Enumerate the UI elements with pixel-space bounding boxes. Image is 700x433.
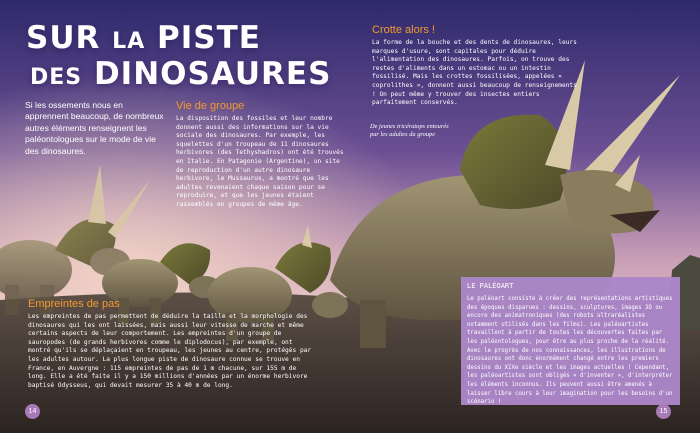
page-number-right: 15 <box>656 404 671 419</box>
image-caption: De jeunes tricératops entourés par les adultes du groupe <box>370 123 449 138</box>
section-text-vie-de-groupe: La disposition des fossiles et leur nombre donnent aussi des informations sur la vie sociale des dinosaures. Par exemple, les squelettes d'un troupeau de 11 dinosaures herbivores (des Tethyshadros) ont été trouvés en Italie. En Patagonie (Argentine), un site de reproduction d'un autre dinosaure herbivore, le Mussaurus, a montré que les adultes revenaient chaque saison pour se reproduire, et que les jeunes étaient rassemblés en groupes de même âge. <box>176 115 344 208</box>
paleoart-box-text: Le paléoart consiste à créer des représentations artistiques des époques disparues : dessins, sculptures, images 3D ou encore des animatroniques (des robots ultraréalistes notamment utilisés dans les films). Les paléoartistes travaillent à partir de toutes les découvertes faites par les paléontologues, pour être au plus proche de la réalité. Avec le progrès de nos connaissances, les illustrations de dinosaures ont donc énormément changé entre les premiers dessins du XIXe siècle et les images actuelles ! Cependant, les paléoartistes sont obligés « d'inventer », d'interpréter les éléments inconnus. Ils peuvent aussi être amenés à laisser libre cours à leur imagination pour les besoins d'un scénario ! <box>467 296 673 406</box>
intro-paragraph: Si les ossements nous en apprennent beaucoup, de nombreux autres éléments renseignent les paléontologues sur le mode de vie des dinosaures. <box>25 100 164 156</box>
section-heading-empreintes: Empreintes de pas <box>28 298 120 310</box>
page-title-line-1 <box>26 20 261 56</box>
title-word-la: LA <box>112 29 146 54</box>
title-word-dinosaures: DINOSAURES <box>93 56 332 92</box>
section-heading-vie-de-groupe: Vie de groupe <box>176 100 245 112</box>
title-word-sur: SUR <box>26 20 101 56</box>
section-heading-crotte-alors: Crotte alors ! <box>372 24 435 36</box>
page-number-left: 14 <box>25 404 40 419</box>
paleoart-box-title: LE PALÉOART <box>467 282 514 290</box>
page-title-line-2 <box>30 56 331 92</box>
section-text-crotte-alors: La forme de la bouche et des dents de dinosaures, leurs marques d'usure, sont capitales pour déduire l'alimentation des dinosaures. Parfois, on trouve des restes d'aliments dans un estomac ou un intestin fossilisé. Mais les crottes fossilisées, appelées « coprolithes », donnent aussi beaucoup de renseignements ! On peut même y trouver des insectes entiers parfaitement conservés. <box>372 39 577 107</box>
title-word-piste: PISTE <box>157 20 261 56</box>
title-word-des: DES <box>30 65 83 90</box>
section-text-empreintes: Les empreintes de pas permettent de déduire la taille et la morphologie des dinosaures qui les ont laissées, mais aussi leur vitesse de marche et même certains aspects de leur comportement. Les empreintes d'un groupe de sauropodes (de grands herbivores comme le diplodocus), par exemple, ont montré qu'ils se déplaçaient en troupeau, les jeunes au centre, protégés par les adultes autour. La plus longue piste de dinosaure connue se trouve en France, en Auvergne : 115 empreintes de pas de 1 m chacune, sur 155 m de long. Elle a été faite il y a 150 millions d'années par un énorme herbivore baptisé Odysseus, qui devait mesurer 35 à 40 m de long. <box>28 313 312 389</box>
